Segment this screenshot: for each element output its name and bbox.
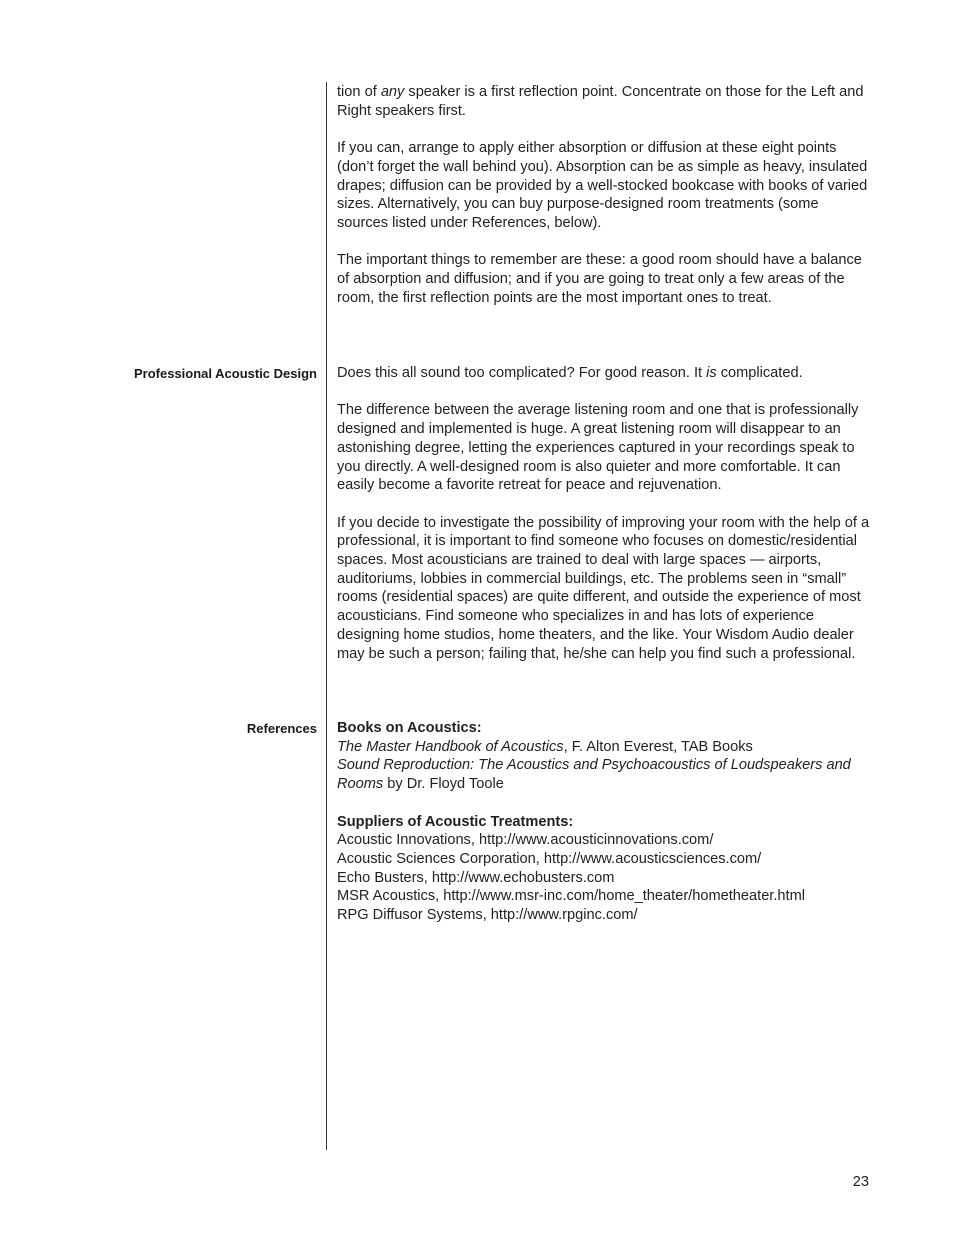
professional-p1-text-start: Does this all sound too complicated? For good reason. It [337,365,707,381]
intro-p1-emphasis: any [380,84,405,100]
intro-paragraph-3: The important things to remember are these: a good room should have a balance of absorption and diffusion; and if you are going to treat only a few areas of the room, the first reflection points are the most important ones to treat. [337,252,862,306]
professional-p1-text-end: complicated. [716,365,803,381]
intro-section [337,83,872,307]
book-1-details: , F. Alton Everest, TAB Books [563,738,753,755]
suppliers-heading: Suppliers of Acoustic Treatments: [337,813,574,830]
section-label-professional-acoustic-design: Professional Acoustic Design [133,366,317,381]
books-heading: Books on Acoustics: [337,720,482,736]
supplier-item: Echo Busters, http://www.echobusters.com [337,869,615,886]
professional-paragraph-2: The difference between the average listening room and one that is professionally designed and implemented is huge. A great listening room will disappear to an astonishing degree, letting the experiences captured in your recordings speak to you directly. A well-designed room is also quieter and more comfortable. It can easily become a favorite retreat for peace and rejuvenation. [337,402,859,494]
professional-paragraph-3: If you decide to investigate the possibility of improving your room with the help of a professional, it is important to find someone who focuses on domestic/residential spaces. Most acousticians are trained to deal with large spaces — airports, auditoriums, lobbies in commercial buildings, etc. The problems seen in “small” rooms (residential spaces) are quite different, and outside the experience of most acousticians. Find someone who specializes in and has lots of experience designing home studios, home theaters, and the like. Your Wisdom Audio dealer may be such a person; failing that, he/she can help you find such a professional. [337,514,870,662]
intro-p1-text-end: speaker is a first reflection point. Concentrate on those for the Left and Right speakers first. [337,84,864,119]
professional-section [337,364,872,663]
book-2-details: by Dr. Floyd Toole [383,776,504,793]
page-number: 23 [852,1174,869,1190]
supplier-item: Acoustic Innovations, http://www.acousticinnovations.com/ [337,832,714,849]
book-1-title: The Master Handbook of Acoustics [337,738,564,755]
vertical-divider [326,82,327,1150]
professional-p1-emphasis: is [706,365,717,381]
supplier-item: MSR Acoustics, http://www.msr-inc.com/home_theater/hometheater.html [337,888,805,905]
intro-paragraph-2: If you can, arrange to apply either absorption or diffusion at these eight points (don’t forget the wall behind you). Absorption can be as simple as heavy, insulated drapes; diffusion can be provided by a well-stocked bookcase with books of varied sizes. Alternatively, you can buy purpose-designed room treatments (some sources listed under References, below). [337,140,868,231]
section-label-references: References [246,721,317,736]
book-2-title: Sound Reproduction: The Acoustics and Psychoacoustics of Loudspeakers and Rooms [337,757,851,793]
references-section [337,719,872,925]
intro-p1-text-start: tion of [337,84,381,100]
professional-paragraph-1 [337,364,872,383]
book-entry-1 [337,738,872,757]
intro-paragraph-1 [337,83,872,120]
book-entry-2 [337,756,872,793]
supplier-item: RPG Diffusor Systems, http://www.rpginc.com/ [337,907,638,924]
supplier-item: Acoustic Sciences Corporation, http://www.acousticsciences.com/ [337,850,762,867]
